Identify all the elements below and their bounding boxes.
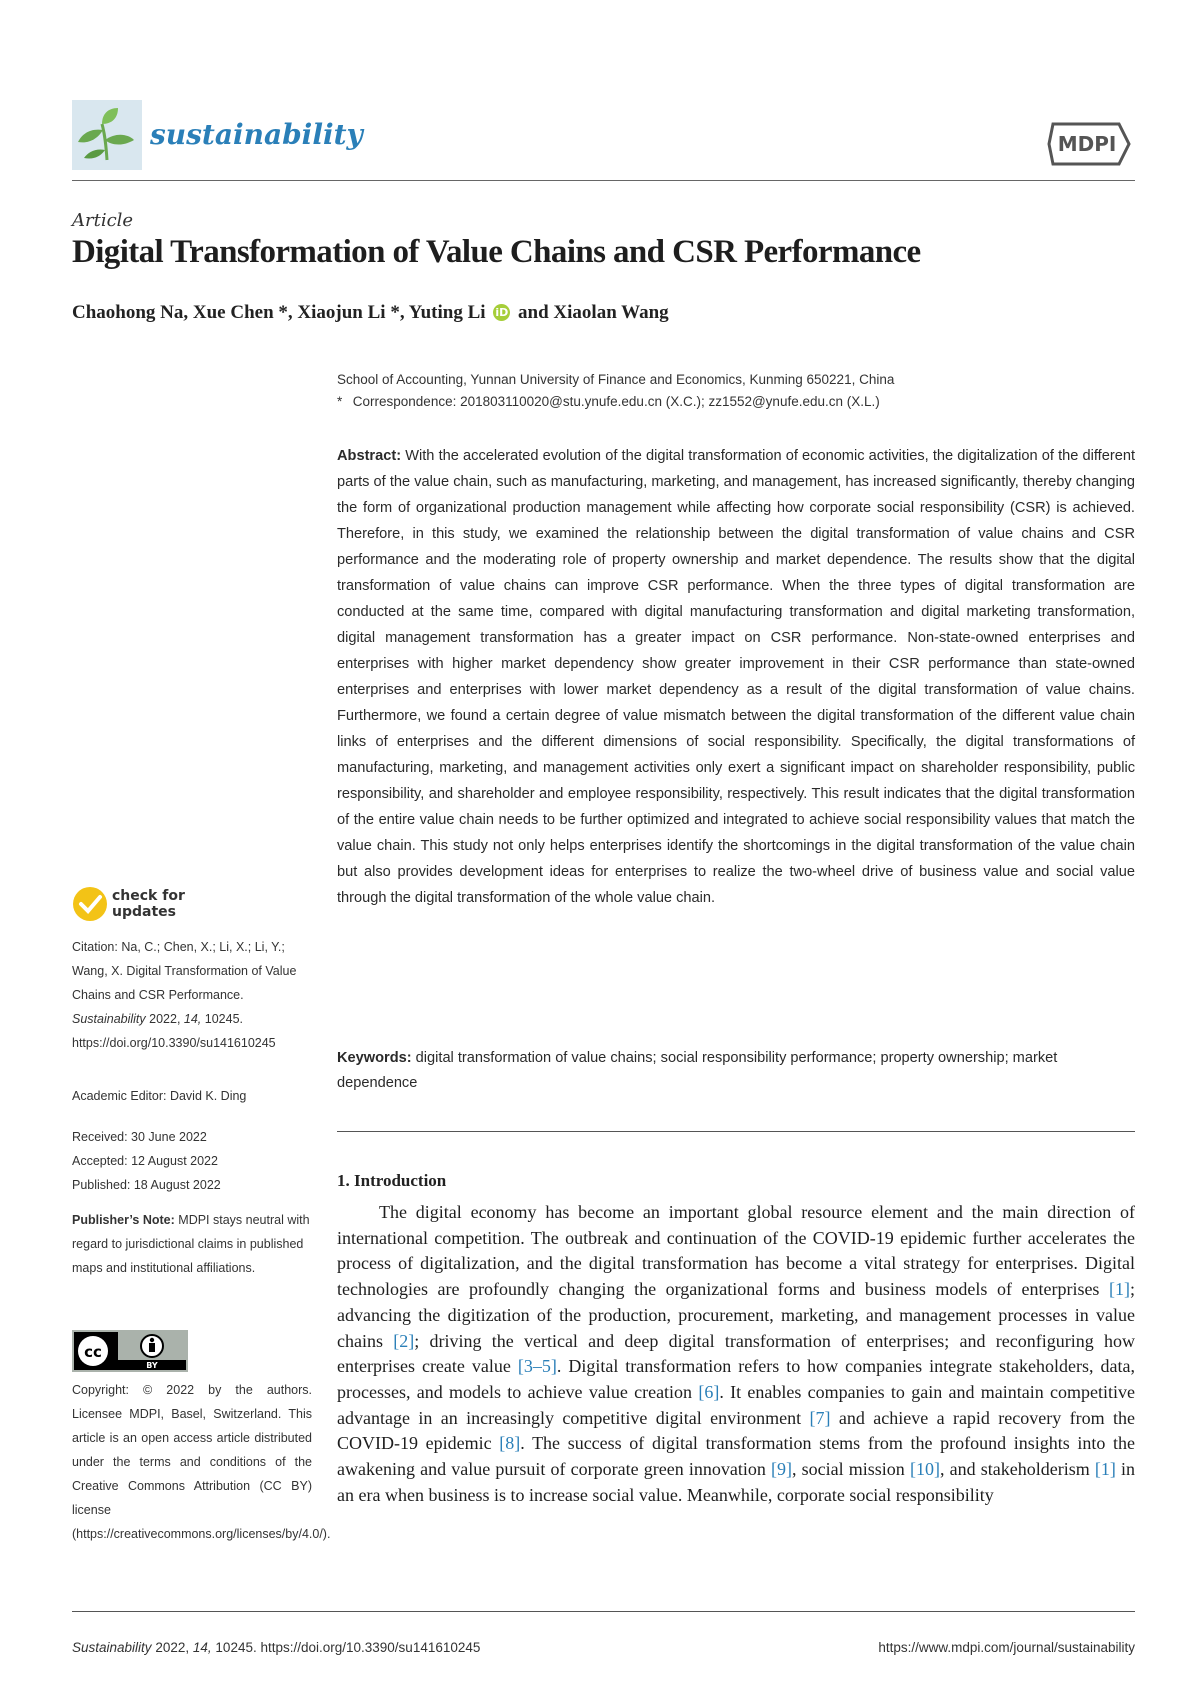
correspondence-star: * (337, 394, 343, 409)
svg-text:BY: BY (146, 1361, 158, 1370)
header-divider (72, 180, 1135, 181)
mdpi-logo-icon (1045, 118, 1133, 170)
journal-name: sustainability (150, 118, 363, 151)
footer-journal-url[interactable]: https://www.mdpi.com/journal/sustainability (878, 1640, 1135, 1655)
abstract (337, 443, 1135, 911)
citation-volume: 14, (183, 1012, 202, 1026)
footer-journal: Sustainability (72, 1640, 152, 1655)
svg-text:MDPI: MDPI (1057, 132, 1117, 156)
citation-journal: Sustainability (72, 1012, 146, 1026)
keywords-label: Keywords: (337, 1050, 412, 1066)
accepted-date: Accepted: 12 August 2022 (72, 1154, 218, 1168)
keywords-text: digital transformation of value chains; social responsibility performance; property ownership; market dependence (337, 1050, 1058, 1091)
authors-part2: and Xiaolan Wang (518, 302, 669, 323)
check-updates-line1: check for (112, 888, 185, 904)
footer-year: 2022, (155, 1640, 190, 1655)
affiliation: School of Accounting, Yunnan University of Finance and Economics, Kunming 650221, China (337, 372, 895, 387)
check-for-updates-badge[interactable] (72, 886, 222, 932)
reference-link[interactable]: [10] (909, 1459, 940, 1480)
reference-link[interactable]: [3–5] (517, 1356, 557, 1377)
author-list (72, 302, 669, 324)
footer-volume: 14, (192, 1640, 212, 1655)
received-date: Received: 30 June 2022 (72, 1130, 207, 1144)
citation-doi[interactable]: 10245. https://doi.org/10.3390/su141610245 (72, 1012, 276, 1050)
reference-link[interactable]: [2] (393, 1330, 415, 1351)
citation-label: Citation: (72, 940, 118, 954)
reference-link[interactable]: [7] (809, 1407, 831, 1428)
publisher-note (72, 1208, 312, 1280)
introduction-text: . Digital transformation refers to how companies integrate stakeholders, data, processes, and models to achieve value creation (337, 1356, 1135, 1402)
footer-divider (72, 1611, 1135, 1612)
authors-part1: Chaohong Na, Xue Chen *, Xiaojun Li *, Yuting Li (72, 302, 486, 323)
citation (72, 935, 312, 1055)
orcid-icon[interactable]: iD (493, 304, 510, 321)
introduction-text: and achieve a rapid recovery from the COVID-19 epidemic (337, 1407, 1135, 1454)
correspondence-text: Correspondence: 201803110020@stu.ynufe.edu.cn (X.C.); zz1552@ynufe.edu.cn (X.L.) (352, 394, 880, 409)
copyright-label: Copyright: (72, 1383, 129, 1397)
publisher-note-text: MDPI stays neutral with regard to jurisdictional claims in published maps and institutional affiliations. (72, 1213, 310, 1275)
correspondence (337, 394, 1135, 409)
abstract-text: With the accelerated evolution of the digital transformation of economic activities, the digitalization of the different parts of the value chain, such as manufacturing, marketing, and management, has increased significantly, thereby changing the form of organizational production management while affecting how corporate social responsibility (CSR) is achieved. Therefore, in this study, we examined the relationship between the digital transformation of value chains and CSR performance and the moderating role of property ownership and market dependence. The results show that the digital transformation of value chains can improve CSR performance. When the three types of digital transformation are conducted at the same time, compared with digital manufacturing transformation and digital marketing transformation, digital management transformation has a greater impact on CSR performance. Non-state-owned enterprises and enterprises with higher market dependency show greater improvement in their CSR performance than state-owned enterprises and enterprises with lower market dependency as a result of the digital transformation of value chains. Furthermore, we found a certain degree of value mismatch between the digital transformation of the different value chain links of enterprises and the different dimensions of social responsibility. Specifically, the digital transformations of manufacturing, marketing, and management activities only exert a significant impact on shareholder responsibility, public responsibility, and shareholder and employee responsibility, respectively. This result indicates that the digital transformation of the entire value chain needs to be further optimized and integrated to achieve social responsibility values that match the value chain. This study not only helps enterprises identify the shortcomings in the digital transformation of the value chain but also provides development ideas for enterprises to realize the two-wheel drive of business value and social value through the digital transformation of the whole value chain. (337, 448, 1135, 906)
reference-link[interactable]: [8] (499, 1433, 521, 1454)
copyright-text: © 2022 by the authors. Licensee MDPI, Basel, Switzerland. This article is an open access article distributed under the terms and conditions of the Creative Commons Attribution (CC BY) license (https://creativecommons.org/licenses/by/4.0/). (72, 1383, 331, 1541)
reference-link[interactable]: [6] (698, 1381, 720, 1402)
check-updates-icon (72, 886, 108, 922)
introduction-text: in an era when business is to increase social value. Meanwhile, corporate social responsibility (337, 1459, 1136, 1505)
published-date: Published: 18 August 2022 (72, 1178, 221, 1192)
introduction-text: ; driving the vertical and deep digital transformation of enterprises; and reconfiguring how enterprises create value (337, 1330, 1136, 1377)
footer-citation (72, 1640, 480, 1655)
cc-by-license-icon[interactable] (72, 1330, 188, 1372)
citation-text: Na, C.; Chen, X.; Li, X.; Li, Y.; Wang, X. Digital Transformation of Value Chains and CSR Performance. (72, 940, 297, 1002)
introduction-paragraph (337, 1200, 1135, 1508)
academic-editor: Academic Editor: David K. Ding (72, 1089, 247, 1103)
section-divider (337, 1131, 1135, 1132)
introduction-text: The digital economy has become an important global resource element and the main direction of international competition. The outbreak and continuation of the COVID-19 epidemic further accelerates the process of digitalization, and the digital transformation has become a vital strategy for enterprises. Digital technologies are profoundly changing the organizational forms and business models of enterprises (337, 1202, 1135, 1300)
publisher-note-label: Publisher’s Note: (72, 1213, 175, 1227)
svg-text:cc: cc (84, 1343, 102, 1361)
reference-link[interactable]: [1] (1108, 1279, 1130, 1300)
introduction-text: . It enables companies to gain and maintain competitive advantage in an increasingly competitive digital environment (337, 1381, 1135, 1428)
introduction-text: , social mission (792, 1459, 910, 1480)
reference-link[interactable]: [9] (771, 1459, 793, 1480)
paper-title: Digital Transformation of Value Chains and CSR Performance (72, 234, 921, 270)
keywords (337, 1046, 1135, 1096)
section-heading: 1. Introduction (337, 1171, 447, 1190)
introduction-text: ; advancing the digitization of the production, procurement, marketing, and management processes in value chains (337, 1279, 1135, 1351)
check-updates-line2: updates (112, 904, 176, 920)
article-type: Article (72, 210, 134, 231)
introduction-text: , and stakeholderism (939, 1459, 1095, 1480)
reference-link[interactable]: [1] (1094, 1459, 1116, 1480)
introduction-text: . The success of digital transformation stems from the profound insights into the awakening and value pursuit of corporate green innovation (337, 1433, 1135, 1480)
copyright-notice (72, 1378, 331, 1546)
journal-logo-icon (72, 100, 142, 170)
footer-doi[interactable]: 10245. https://doi.org/10.3390/su141610245 (215, 1640, 481, 1655)
abstract-label: Abstract: (337, 448, 402, 464)
citation-year: 2022, (149, 1012, 181, 1026)
